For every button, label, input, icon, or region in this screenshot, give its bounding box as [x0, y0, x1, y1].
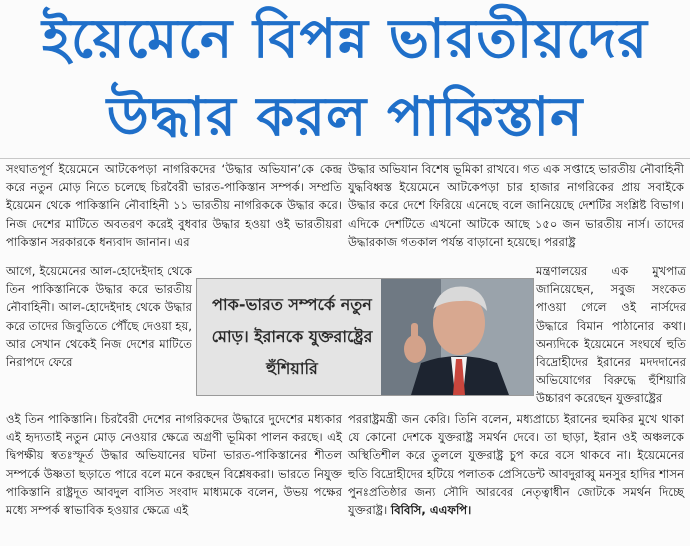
headline — [0, 0, 690, 158]
pullquote-text: পাক-ভারত সম্পর্কে নতুন মোড়। ইরানকে যুক্তরাষ্ট্রের হুঁশিয়ারি — [211, 295, 373, 378]
article-paragraph — [348, 410, 684, 519]
article-column-right-narrow — [536, 262, 686, 408]
john-kerry-photo — [381, 279, 533, 395]
article-paragraph: আগে, ইয়েমেনের আল-হোদেইদাহ থেকে তিন পাকিস্তানিকে উদ্ধার করে ভারতীয় নৌবাহিনী। আল-হোদেইদাহ থেকে উদ্ধার করে তাদের জিবুতিতে পৌঁছে দেওয়া হয়, আর সেখান থেকেই নিজ দেশের মাটিতে নিরাপদে ফেরে — [6, 264, 192, 370]
article-column-left-top — [6, 160, 342, 251]
article-paragraph: মন্ত্রণালয়ের এক মুখপাত্র জানিয়েছেন, সবুজ সংকেত পাওয়া গেলে ওই নার্সদের উদ্ধারে বিমান পাঠানোর কথা। অন্যদিকে ইয়েমেনে সংঘর্ষে হুতি বিদ্রোহীদের ইরানের মদদদানের অভিযোগের বিরুদ্ধে হুঁশিয়ারি উচ্চারণ করেছেন যুক্তরাষ্ট্রের — [536, 264, 686, 406]
article-paragraph: সংঘাতপূর্ণ ইয়েমেনে আটকেপড়া নাগরিকদের ‘উদ্ধার অভিযান’কে কেন্দ্র করে নতুন মোড় নিতে চলেছে চিরবৈরী ভারত-পাকিস্তান সম্পর্ক। সম্প্রতি ইয়েমেন থেকে পাকিস্তানি নৌবাহিনী ১১ ভারতীয় নাগরিককে উদ্ধার করে। নিজ দেশের মাটিতে অবতরণ করেই বুধবার উদ্ধার হওয়া ওই ভারতীয়রা পাকিস্তান সরকারকে ধন্যবাদ জানান। এর — [6, 162, 342, 249]
article-paragraph: ওই তিন পাকিস্তানি। চিরবৈরী দেশের নাগরিকদের উদ্ধারে দুদেশের মধ্যকার এই হৃদ্যতাই নতুন মোড় নেওয়ার ক্ষেত্রে অগ্রণী ভূমিকা পালন করছে। এই দ্বিপক্ষীয় স্বতঃস্ফূর্ত উদ্ধার অভিযানের ঘটনা ভারত-পাকিস্তানের শীতল সম্পর্কে উষ্ণতা ছড়াতে পারে বলে মনে করছেন বিশ্লেষকরা। ভারতে নিযুক্ত পাকিস্তানি রাষ্ট্রদূত আবদুল বাসিত সংবাদ মাধ্যমকে বলেন, উভয় পক্ষের মধ্যে সম্পর্ক স্বাভাবিক হওয়ার ক্ষেত্রে এই — [6, 412, 342, 518]
headline-line-1: ইয়েমেনে বিপন্ন ভারতীয়দের — [42, 7, 648, 70]
pullquote-box — [196, 278, 534, 396]
article-column-right-top — [348, 160, 684, 251]
article-source: বিবিসি, এএফপি। — [390, 503, 472, 518]
article-column-right-bottom — [348, 410, 684, 519]
article-column-left-bottom — [6, 410, 342, 519]
article-paragraph: উদ্ধার অভিযান বিশেষ ভূমিকা রাখবে। গত এক সপ্তাহে ভারতীয় নৌবাহিনী যুদ্ধবিধ্বস্ত ইয়েমেনে আটকেপড়া চার হাজার নাগরিকের প্রায় সবাইকে উদ্ধার করে দেশে ফিরিয়ে এনেছে বলে জানিয়েছে দেশটির সংশ্লিষ্ট বিভাগ। এদিকে দেশটিতে এখনো আটকে আছে ১৫০ জন ভারতীয় নার্স। তাদের উদ্ধারকাজ গতকাল পর্যন্ত বাড়ানো হয়েছে। পররাষ্ট্র — [348, 162, 684, 249]
headline-divider — [0, 158, 690, 159]
article-column-left-narrow — [6, 262, 192, 371]
headline-line-2: উদ্ধার করল পাকিস্তান — [106, 85, 584, 148]
article-text: পররাষ্ট্রমন্ত্রী জন কেরি। তিনি বলেন, মধ্যপ্রাচ্যে ইরানের হুমকির মুখে থাকা যে কোনো দেশকে যুক্তরাষ্ট্র সমর্থন দেবে। তা ছাড়া, ইরান ওই অঞ্চলকে অস্থিতিশীল করে তুললে যুক্তরাষ্ট্র চুপ করে বসে থাকবে না। ইয়েমেনের হুতি বিদ্রোহীদের হটিয়ে পলাতক প্রেসিডেন্ট আবদুরাব্বু মনসুর হাদির শাসন পুনঃপ্রতিষ্ঠার জন্য সৌদি আরবের নেতৃত্বাধীন জোটকে সমর্থন দিচ্ছে যুক্তরাষ্ট্র। — [348, 412, 684, 518]
portrait-illustration — [381, 279, 533, 395]
